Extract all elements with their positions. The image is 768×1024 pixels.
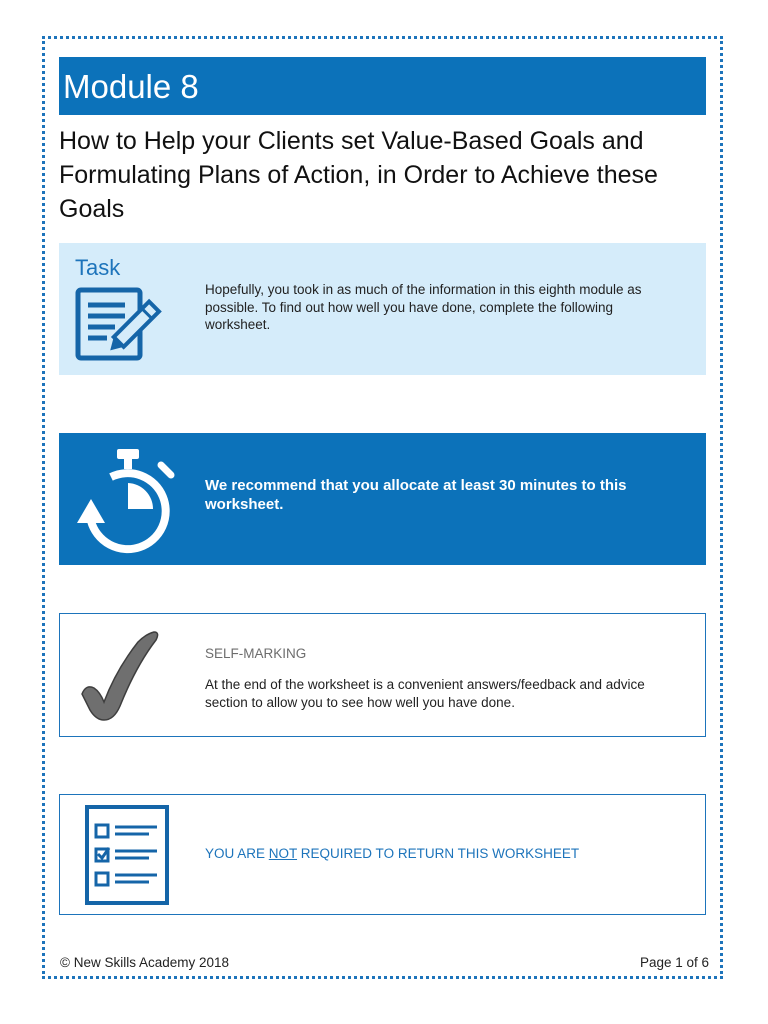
self-marking-text: At the end of the worksheet is a convenient answers/feedback and advice section to allow you to see how well you have done.: [205, 677, 645, 710]
return-notice-prefix: YOU ARE: [205, 846, 269, 861]
footer-page-number: Page 1 of 6: [639, 955, 709, 970]
module-subtitle: How to Help your Clients set Value-Based Goals and Formulating Plans of Action, in Order to Achieve these Goals: [59, 127, 658, 223]
self-marking-label: SELF-MARKING: [205, 646, 307, 661]
return-notice-text: [205, 846, 579, 861]
return-notice-emphasis: NOT: [268, 846, 298, 861]
return-notice-box: [59, 794, 706, 915]
document-pencil-icon: [75, 287, 169, 363]
checklist-icon: [85, 805, 169, 905]
time-recommendation-box: [59, 433, 706, 565]
task-box: [59, 243, 706, 375]
self-marking-box: [59, 613, 706, 737]
stopwatch-icon: [69, 441, 179, 559]
return-notice-suffix: REQUIRED TO RETURN THIS WORKSHEET: [297, 846, 580, 861]
time-recommendation-text: We recommend that you allocate at least 30 minutes to this worksheet.: [205, 477, 627, 513]
task-description: Hopefully, you took in as much of the information in this eighth module as possible. To find out how well you have done, complete the following worksheet.: [205, 282, 642, 332]
module-title: Module 8: [63, 68, 199, 105]
checkmark-icon: [76, 628, 166, 724]
footer-copyright: © New Skills Academy 2018: [60, 955, 230, 970]
task-label: Task: [75, 255, 121, 280]
module-banner: [59, 57, 706, 115]
